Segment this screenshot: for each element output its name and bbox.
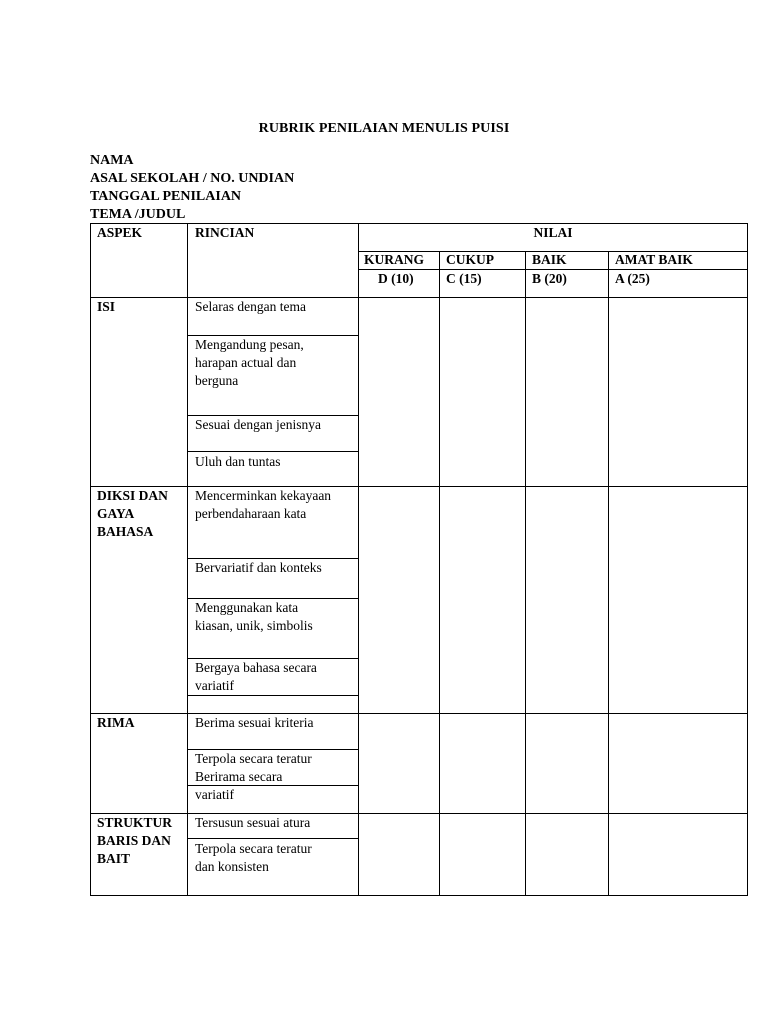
rincian-item: Mencerminkan kekayaan perbendaharaan kata — [195, 488, 332, 521]
level-baik-label: BAIK — [532, 252, 567, 267]
header-aspek: ASPEK — [97, 225, 143, 240]
level-amat-baik-label: AMAT BAIK — [615, 252, 693, 267]
document-title: RUBRIK PENILAIAN MENULIS PUISI — [258, 121, 510, 136]
rincian-item: Tersusun sesuai atura — [195, 815, 311, 830]
rincian-item: Menggunakan kata kiasan, unik, simbolis — [195, 600, 313, 633]
field-asal-sekolah-label: ASAL SEKOLAH / NO. UNDIAN — [90, 171, 295, 186]
level-baik-score: B (20) — [532, 271, 567, 286]
field-nama-label: NAMA — [90, 153, 134, 168]
rincian-item: Selaras dengan tema — [195, 299, 306, 314]
aspek-struktur: STRUKTUR BARIS DAN BAIT — [97, 815, 173, 866]
rincian-item: Sesuai dengan jenisnya — [195, 417, 321, 432]
level-cukup-label: CUKUP — [446, 252, 494, 267]
rincian-item: Berima sesuai kriteria — [195, 715, 314, 730]
rincian-item: Terpola secara teratur Berirama secara — [195, 751, 312, 784]
rincian-item: Mengandung pesan, harapan actual dan berguna — [195, 337, 304, 388]
aspek-rima: RIMA — [97, 715, 135, 730]
header-rincian: RINCIAN — [195, 225, 255, 240]
level-cukup-score: C (15) — [446, 271, 482, 286]
aspek-isi: ISI — [97, 299, 116, 314]
level-kurang-score: D (10) — [378, 271, 414, 286]
header-nilai: NILAI — [533, 225, 573, 240]
rincian-item: Bervariatif dan konteks — [195, 560, 322, 575]
aspek-diksi: DIKSI DAN GAYA BAHASA — [97, 488, 168, 539]
rincian-item: Uluh dan tuntas — [195, 454, 281, 469]
rincian-item: variatif — [195, 787, 234, 802]
level-kurang-label: KURANG — [364, 252, 424, 267]
level-amat-baik-score: A (25) — [615, 271, 650, 286]
field-tema-label: TEMA /JUDUL — [90, 207, 186, 222]
rincian-item: Bergaya bahasa secara variatif — [195, 660, 317, 693]
rincian-item: Terpola secara teratur dan konsisten — [195, 841, 312, 874]
field-tanggal-label: TANGGAL PENILAIAN — [90, 189, 242, 204]
